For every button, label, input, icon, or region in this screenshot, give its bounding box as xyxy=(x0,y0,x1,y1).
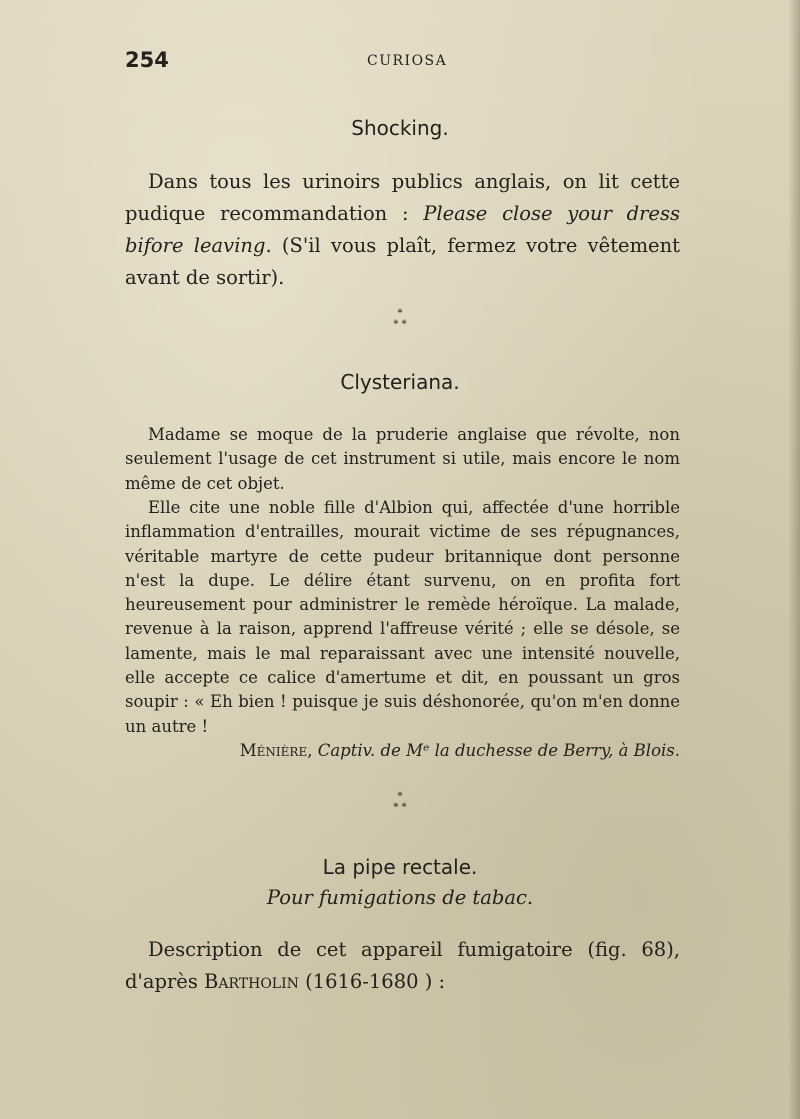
separator-asterism-1 xyxy=(0,308,800,330)
asterism-bottom: * * xyxy=(393,319,407,330)
paragraph-text: Dans tous les urinoirs publics anglais, on lit cette pudique recommandation : xyxy=(125,170,680,225)
running-title: CURIOSA xyxy=(367,53,448,69)
section-title-clysteriana: Clysteriana. xyxy=(340,370,460,394)
citation xyxy=(125,741,680,760)
paragraph-clysteriana-1: Madame se moque de la pruderie anglaise que révolte, non seulement l'usage de cet instrument si utile, mais encore le nom même de cet objet. xyxy=(125,425,680,493)
paragraph-shocking xyxy=(125,166,680,294)
running-head xyxy=(125,48,680,72)
separator-asterism-2 xyxy=(0,791,800,813)
section-title-shocking: Shocking. xyxy=(351,116,449,140)
page-edge-shadow xyxy=(788,0,800,1119)
author-name: Bartholin xyxy=(204,970,299,993)
citation-work: Captiv. de Mᵉ la duchesse de Berry, à Blois. xyxy=(317,741,680,760)
paragraph-pipe-rectale xyxy=(125,934,680,998)
asterism-bottom: * * xyxy=(393,802,407,813)
asterism-top: * xyxy=(397,308,403,319)
paragraph-text: (1616-1680 ) : xyxy=(298,970,446,993)
citation-author: Ménière, xyxy=(239,741,313,760)
paragraph-text: . (S'il vous plaît, fermez votre vêtement avant de sortir). xyxy=(125,234,680,289)
paragraph-clysteriana-2: Elle cite une noble fille d'Albion qui, affectée d'une horrible inflammation d'entrailles, mourait victime de ses répugnances, véritable martyre de cette pudeur britannique dont personne n'est la dupe. Le délire étant survenu, on en profita fort heureusement pour administrer le remède héroïque. La malade, revenue à la raison, apprend l'affreuse vérité ; elle se désole, se lamente, mais le mal reparaissant avec une intensité nouvelle, elle accepte ce calice d'amertume et dit, en poussant un gros soupir : « Eh bien ! puisque je suis déshonorée, qu'on m'en donne un autre ! xyxy=(125,498,680,736)
paragraph-text: Description de cet appareil fumigatoire (fig. 68), d'après xyxy=(125,938,680,993)
english-quote: Please close your dress bifore leaving xyxy=(125,202,680,257)
section-subtitle: Pour fumigations de tabac. xyxy=(266,886,534,909)
section-title-pipe-rectale: La pipe rectale. xyxy=(322,855,478,879)
page-number: 254 xyxy=(125,48,169,72)
asterism-top: * xyxy=(397,791,403,802)
